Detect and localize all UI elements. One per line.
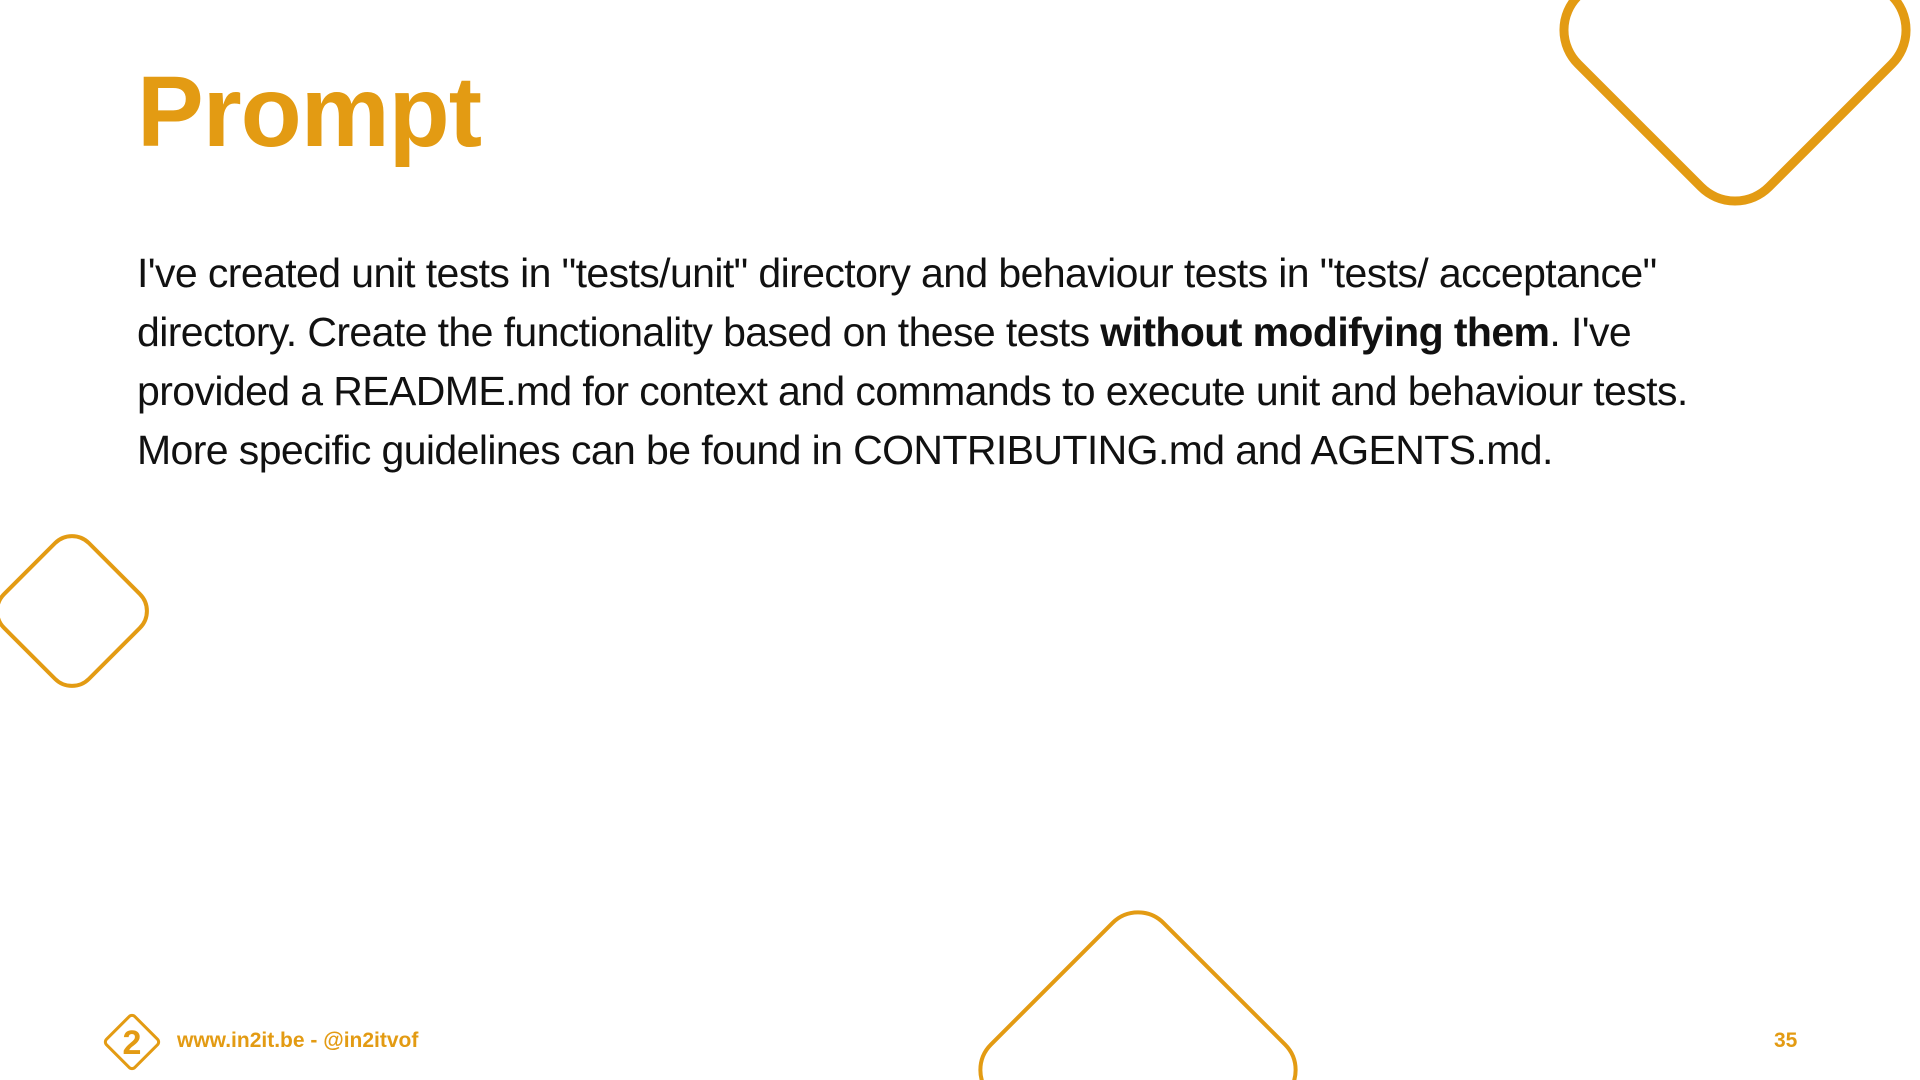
- body-text-part-1: I've created unit tests in "tests/unit" directory and behaviour tests in "tests/ acceptance" directory. Create the functionality based on these tests: [137, 250, 1657, 355]
- slide-body-text: [137, 244, 1787, 480]
- rounded-diamond-outline-icon: [965, 897, 1310, 1080]
- slide-title: Prompt: [137, 56, 481, 168]
- rounded-diamond-outline-icon: [0, 526, 157, 696]
- rounded-diamond-outline-icon: [1544, 0, 1920, 221]
- diamond-2-logo-icon: [98, 1008, 166, 1076]
- footer-website-link[interactable]: www.in2it.be - @in2itvof: [177, 1029, 419, 1052]
- body-text-part-2: . I've provided a README.md for context and commands to execute unit and behaviour tests. More specific guidelines can be found in CONTRIBUTING.md and AGENTS.md.: [137, 309, 1688, 473]
- page-number: 35: [1774, 1029, 1798, 1052]
- logo-glyph: 2: [122, 1024, 142, 1062]
- body-text-emphasis: without modifying them: [1100, 309, 1550, 355]
